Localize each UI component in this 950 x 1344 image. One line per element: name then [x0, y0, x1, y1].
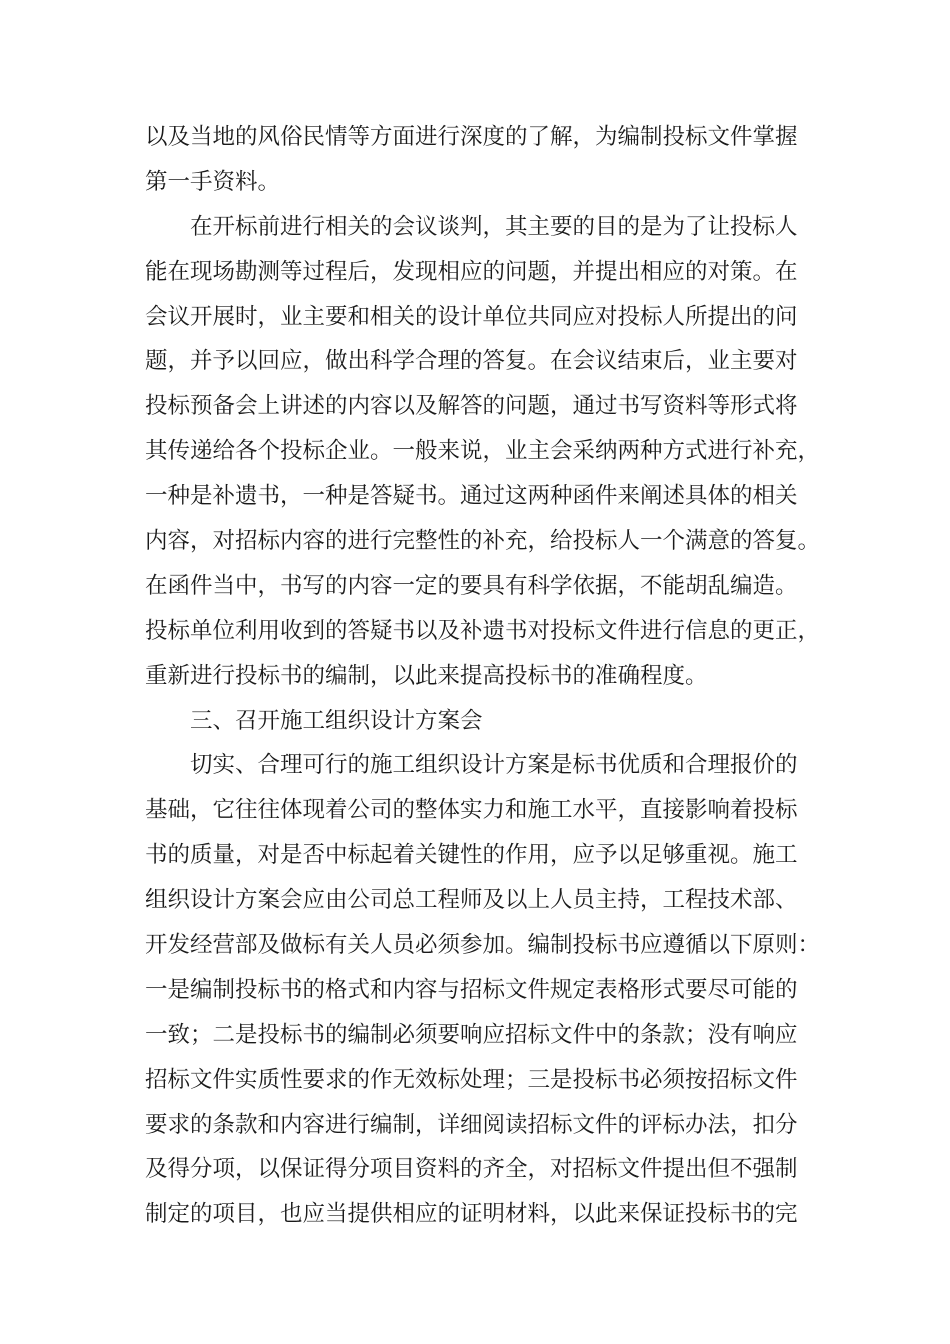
text-line: 制定的项目，也应当提供相应的证明材料，以此来保证投标书的完: [145, 1201, 798, 1228]
text-line: 开发经营部及做标有关人员必须参加。编制投标书应遵循以下原则：: [145, 932, 821, 959]
paragraph-first-line: 三、召开施工组织设计方案会: [190, 707, 483, 734]
text-line: 重新进行投标书的编制，以此来提高投标书的准确程度。: [145, 662, 708, 689]
body-text: [145, 115, 825, 1237]
text-line: 投标单位利用收到的答疑书以及补遗书对投标文件进行信息的更正，: [145, 617, 821, 644]
text-line: 内容，对招标内容的进行完整性的补充，给投标人一个满意的答复。: [145, 528, 821, 555]
text-line: 一是编制投标书的格式和内容与招标文件规定表格形式要尽可能的: [145, 976, 798, 1003]
text-line: 题，并予以回应，做出科学合理的答复。在会议结束后，业主要对: [145, 348, 798, 375]
text-line: 能在现场勘测等过程后，发现相应的问题，并提出相应的对策。在: [145, 258, 798, 285]
text-line: 第一手资料。: [145, 168, 281, 195]
text-line: 会议开展时，业主要和相关的设计单位共同应对投标人所提出的问: [145, 303, 798, 330]
text-line: 其传递给各个投标企业。一般来说，业主会采纳两种方式进行补充，: [145, 438, 821, 465]
paragraph-first-line: 切实、合理可行的施工组织设计方案是标书优质和合理报价的: [190, 752, 798, 779]
text-line: 书的质量，对是否中标起着关键性的作用，应予以足够重视。施工: [145, 842, 798, 869]
text-line: 在函件当中，书写的内容一定的要具有科学依据，不能胡乱编造。: [145, 572, 798, 599]
text-line: 及得分项，以保证得分项目资料的齐全，对招标文件提出但不强制: [145, 1156, 798, 1183]
paragraph-first-line: 在开标前进行相关的会议谈判，其主要的目的是为了让投标人: [190, 213, 798, 240]
text-line: 投标预备会上讲述的内容以及解答的问题，通过书写资料等形式将: [145, 393, 798, 420]
text-line: 招标文件实质性要求的作无效标处理；三是投标书必须按招标文件: [145, 1066, 798, 1093]
text-line: 一种是补遗书，一种是答疑书。通过这两种函件来阐述具体的相关: [145, 483, 798, 510]
text-line: 组织设计方案会应由公司总工程师及以上人员主持，工程技术部、: [145, 887, 798, 914]
text-line: 基础，它往往体现着公司的整体实力和施工水平，直接影响着投标: [145, 797, 798, 824]
text-line: 以及当地的风俗民情等方面进行深度的了解，为编制投标文件掌握: [145, 124, 798, 150]
text-line: 一致；二是投标书的编制必须要响应招标文件中的条款；没有响应: [145, 1021, 798, 1048]
text-line: 要求的条款和内容进行编制，详细阅读招标文件的评标办法，扣分: [145, 1111, 798, 1138]
